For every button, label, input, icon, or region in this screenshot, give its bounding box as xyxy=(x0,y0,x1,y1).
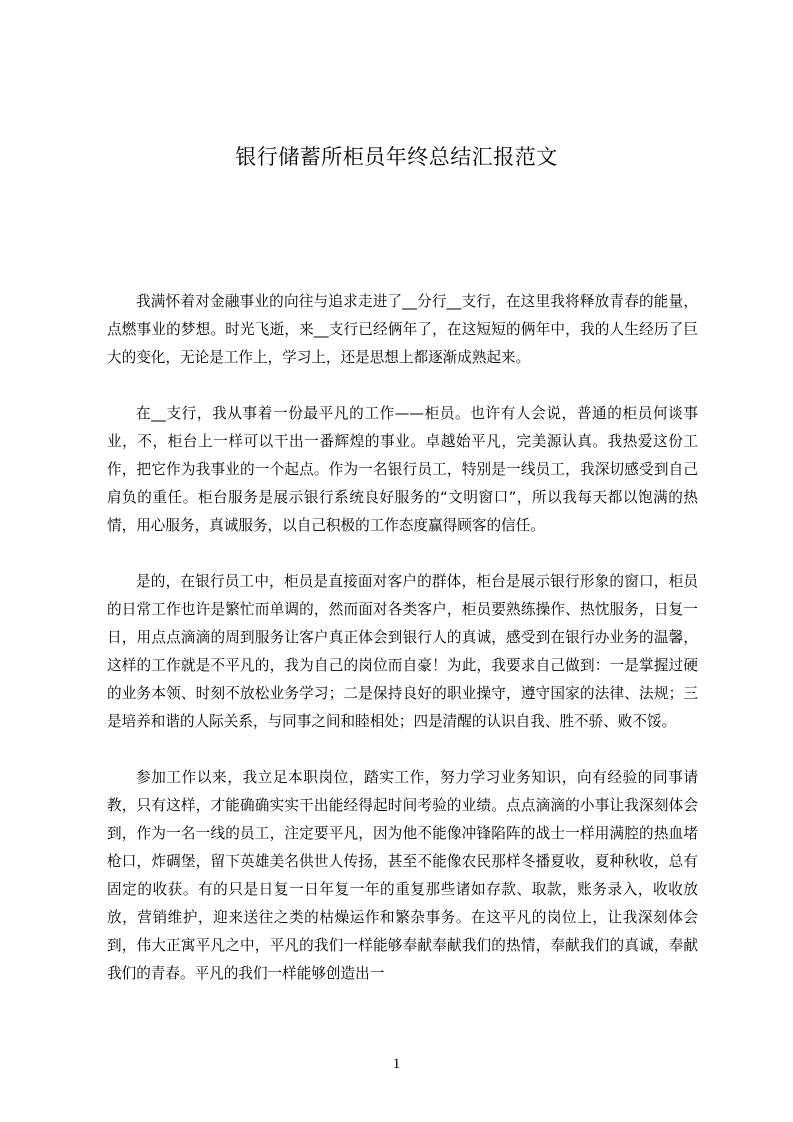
paragraph-4: 参加工作以来，我立足本职岗位，踏实工作，努力学习业务知识，向有经验的同事请教，只有这样，才能确确实实干出能经得起时间考验的业绩。点点滴滴的小事让我深刻体会到，作为一名一线的员工，注定要平凡，因为他不能像冲锋陷阵的战士一样用满腔的热血堵枪口，炸碉堡，留下英雄美名供世人传扬，甚至不能像农民那样冬播夏收，夏种秋收，总有固定的收获。有的只是日复一日年复一年的重复那些诸如存款、取款，账务录入，收收放放，营销维护，迎来送往之类的枯燥运作和繁杂事务。在这平凡的岗位上，让我深刻体会到，伟大正寓平凡之中，平凡的我们一样能够奉献奉献我们的热情，奉献我们的真诚，奉献我们的青春。平凡的我们一样能够创造出一 xyxy=(107,769,698,982)
document-title: 银行储蓄所柜员年终总结汇报范文 xyxy=(235,145,558,169)
paragraph-2: 在__支行，我从事着一份最平凡的工作——柜员。也许有人会说，普通的柜员何谈事业，不，柜台上一样可以干出一番辉煌的事业。卓越始平凡，完美源认真。我热爱这份工作，把它作为我事业的一个起点。作为一名银行员工，特别是一线员工，我深切感受到自己肩负的重任。柜台服务是展示银行系统良好服务的“文明窗口”，所以我每天都以饱满的热情，用心服务，真诚服务，以自己积极的工作态度赢得顾客的信任。 xyxy=(107,405,698,534)
paragraph-3: 是的，在银行员工中，柜员是直接面对客户的群体，柜台是展示银行形象的窗口，柜员的日常工作也许是繁忙而单调的，然而面对各类客户，柜员要熟练操作、热忱服务，日复一日，用点点滴滴的周到服务让客户真正体会到银行人的真诚，感受到在银行办业务的温馨，这样的工作就是不平凡的，我为自己的岗位而自豪！为此，我要求自己做到：一是掌握过硬的业务本领、时刻不放松业务学习；二是保持良好的职业操守，遵守国家的法律、法规；三是培养和谐的人际关系，与同事之间和睦相处；四是清醒的认识自我、胜不骄、败不馁。 xyxy=(107,573,698,730)
document-body xyxy=(107,288,698,1016)
page-number: 1 xyxy=(392,1056,401,1072)
paragraph-1: 我满怀着对金融事业的向往与追求走进了__分行__支行，在这里我将释放青春的能量，点燃事业的梦想。时光飞逝，来__支行已经俩年了，在这短短的俩年中，我的人生经历了巨大的变化，无论是工作上，学习上，还是思想上都逐渐成熟起来。 xyxy=(107,293,698,366)
